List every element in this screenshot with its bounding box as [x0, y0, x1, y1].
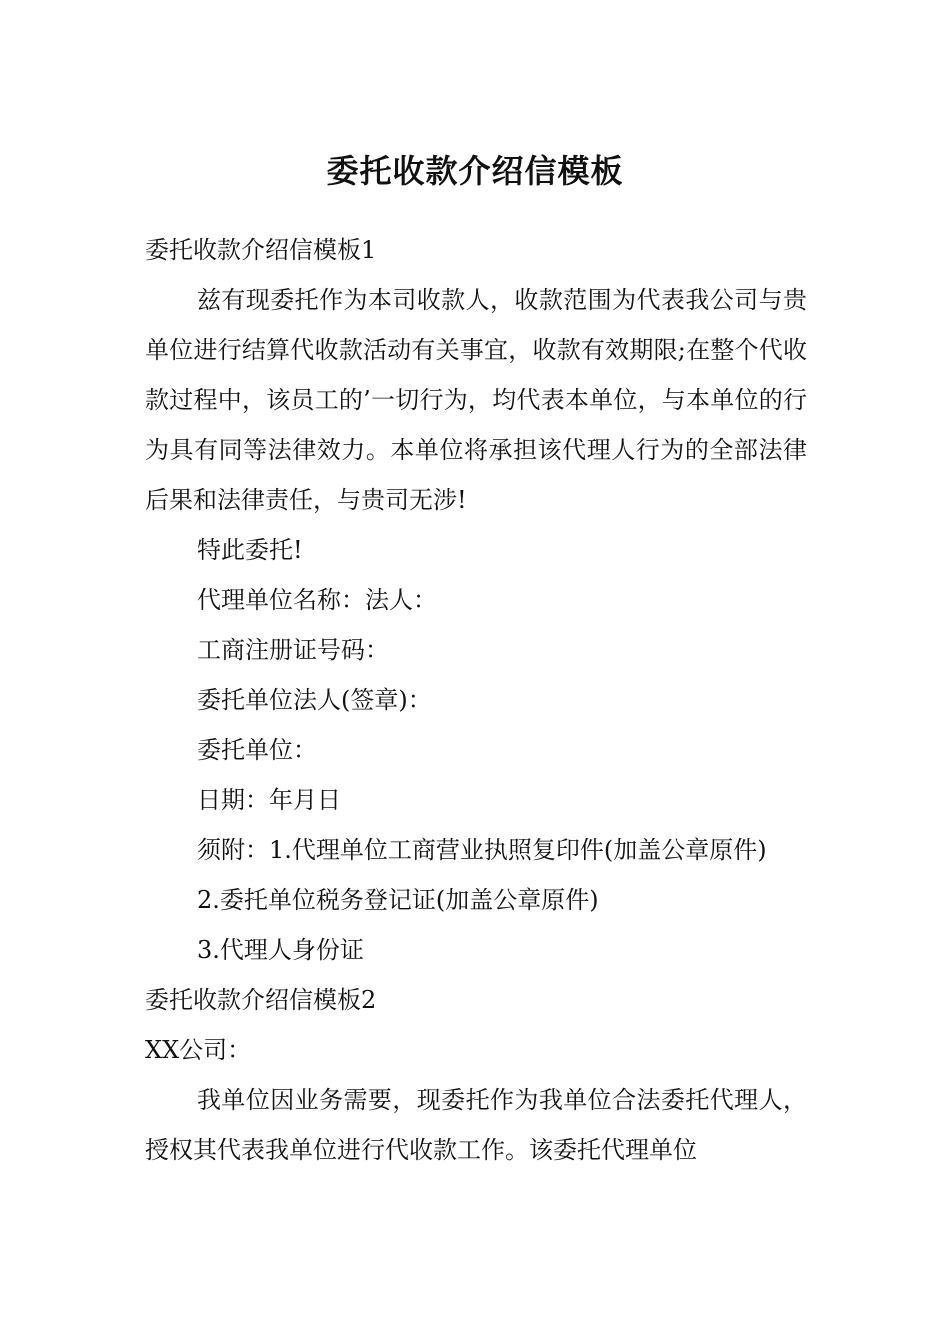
attachment-line-2: 2.委托单位税务登记证(加盖公章原件) [197, 886, 599, 914]
section-heading-1: 委托收款介绍信模板1 [145, 236, 377, 264]
closing-line: 特此委托! [197, 536, 303, 564]
document-title: 委托收款介绍信模板 [326, 152, 624, 191]
registration-number-line: 工商注册证号码： [197, 636, 389, 664]
entrusting-unit-line: 委托单位： [197, 736, 317, 764]
agent-unit-name-line: 代理单位名称：法人： [197, 586, 437, 614]
document-content [145, 225, 807, 1175]
date-line: 日期：年月日 [197, 786, 341, 814]
attachment-line-3: 3.代理人身份证 [197, 936, 364, 964]
attachment-line-1: 须附：1.代理单位工商营业执照复印件(加盖公章原件) [197, 836, 767, 864]
section-heading-2: 委托收款介绍信模板2 [145, 986, 377, 1014]
section2-body-paragraph: 我单位因业务需要，现委托作为我单位合法委托代理人，授权其代表我单位进行代收款工作。该委托代理单位 [145, 1086, 807, 1164]
recipient-line: XX公司： [145, 1036, 252, 1064]
section1-body-paragraph: 兹有现委托作为本司收款人，收款范围为代表我公司与贵单位进行结算代收款活动有关事宜，收款有效期限;在整个代收款过程中，该员工的’一切行为，均代表本单位，与本单位的行为具有同等法律效力。本单位将承担该代理人行为的全部法律后果和法律责任，与贵司无涉! [145, 286, 807, 514]
legal-person-seal-line: 委托单位法人(签章)： [197, 686, 432, 714]
